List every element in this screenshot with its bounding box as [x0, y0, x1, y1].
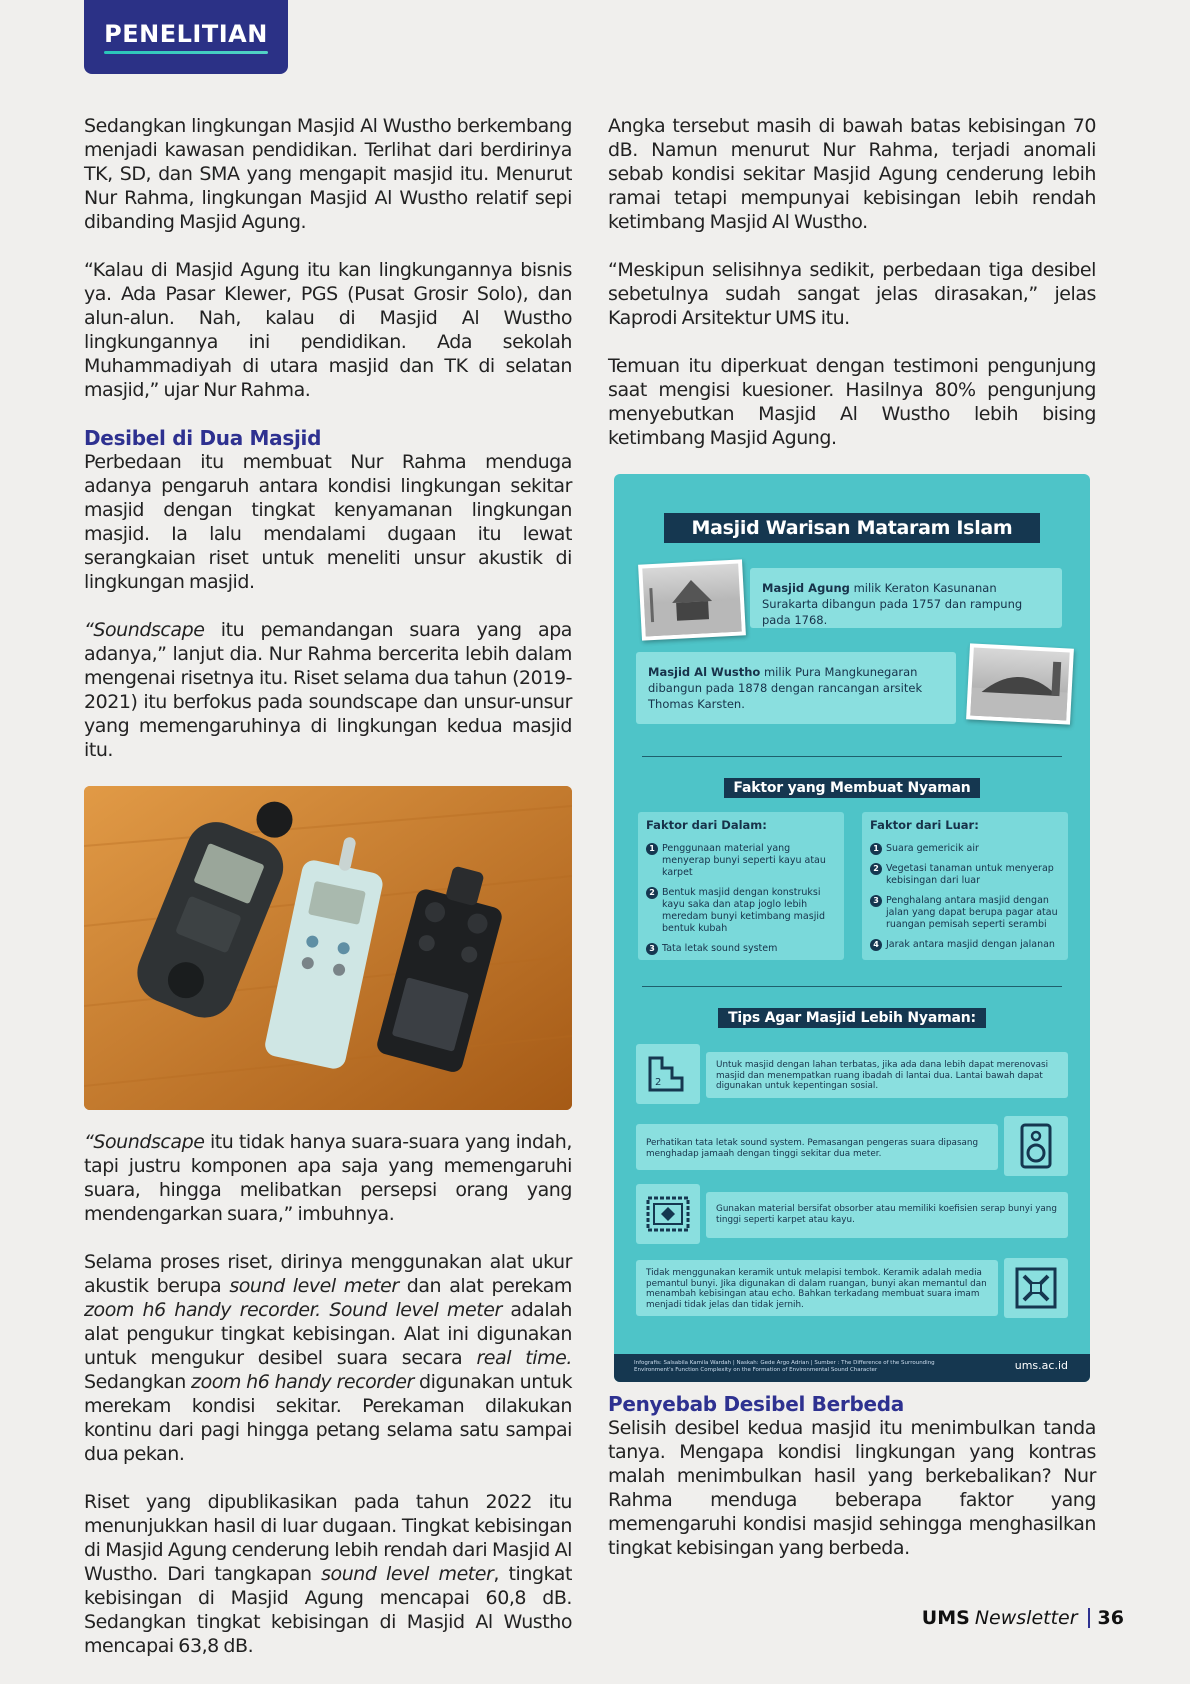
divider [642, 986, 1062, 987]
tip-card: Tidak menggunakan keramik untuk melapisi tembok. Keramik adalah media pemantul bunyi. Jika digunakan di dalam ruangan, bunyi akan memantul dan menambah kebisingan atau echo. Bahkan terkadang membuat suara imam menjadi tidak jelas dan tidak jernih. [636, 1260, 998, 1316]
tip-card: Perhatikan tata letak sound system. Pemasangan pengeras suara dipasang menghadap jamaah dengan tinggi sekitar dua meter. [636, 1124, 998, 1170]
number-badge: 3 [646, 943, 658, 955]
emphasis: sound level meter [321, 1563, 494, 1585]
paragraph [84, 1250, 572, 1466]
infographic-title: Masjid Warisan Mataram Islam [664, 513, 1040, 543]
subheading: Penyebab Desibel Berbeda [608, 1392, 904, 1416]
divider [642, 756, 1062, 757]
newsletter-label: Newsletter [974, 1607, 1078, 1629]
photo-placeholder [970, 648, 1069, 721]
text: adalah alat pengukur tingkat kebisingan. Alat ini digunakan untuk mengukur desibel suara secara [84, 1299, 572, 1369]
carpet-icon [636, 1184, 700, 1244]
list-item [646, 843, 836, 879]
text: milik Keraton Kasunanan Surakarta dibangun pada 1757 dan rampung pada 1768. [762, 581, 1023, 627]
paragraph: Perbedaan itu membuat Nur Rahma menduga adanya pengaruh antara kondisi lingkungan sekitar masjid dengan tingkat kenyamanan lingkungan masjid. Ia lalu mendalami dugaan itu lewat serangkaian riset untuk meneliti unsur akustik di lingkungan masjid. [84, 451, 572, 593]
credit-text: Infografis: Salsabila Kamila Wardah | Naskah: Gede Argo Adrian | Sumber : The Difference of the Surrounding Environment's Function Complexity on the Formation of Environmental Sound Character [634, 1360, 935, 1373]
text: Jarak antara masjid dengan jalanan [886, 939, 1055, 950]
paragraph: Sedangkan lingkungan Masjid Al Wustho berkembang menjadi kawasan pendidikan. Terlihat dari berdirinya TK, SD, dan SMA yang mengapit masjid itu. Menurut Nur Rahma, lingkungan Masjid Al Wustho relatif sepi dibanding Masjid Agung. [84, 115, 572, 233]
site-label: ums.ac.id [1014, 1359, 1068, 1372]
text: Penggunaan material yang menyerap bunyi seperti kayu atau karpet [662, 843, 826, 878]
text: Vegetasi tanaman untuk menyerap kebisingan dari luar [886, 863, 1054, 886]
emphasis: real time. [476, 1347, 572, 1369]
faktor-dalam-title: Faktor dari Dalam: [646, 818, 767, 832]
devices-photo [84, 786, 572, 1110]
name: Masjid Agung [762, 581, 850, 595]
name: Masjid Al Wustho [648, 665, 761, 679]
faktor-dalam-box [638, 812, 844, 960]
list-item [870, 863, 1060, 887]
number-badge: 4 [870, 939, 882, 951]
number-badge: 3 [870, 895, 882, 907]
infographic-footer [614, 1354, 1090, 1382]
page-footer [922, 1607, 1124, 1629]
right-column [608, 114, 1096, 1584]
paragraph [84, 1490, 572, 1658]
text: Selama proses riset, dirinya menggunakan alat ukur akustik berupa [84, 1251, 572, 1297]
paragraph [84, 618, 572, 762]
photo-placeholder [642, 564, 741, 637]
section-underline [104, 51, 268, 54]
section-title: PENELITIAN [104, 20, 268, 48]
faktor-luar-title: Faktor dari Luar: [870, 818, 979, 832]
paragraph: “Kalau di Masjid Agung itu kan lingkungannya bisnis ya. Ada Pasar Klewer, PGS (Pusat Grosir Solo), dan alun-alun. Nah, kalau di Masjid Al Wustho lingkungannya ini pendidikan. Ada sekolah Muhammadiyah di utara masjid dan TK di selatan masjid,” ujar Nur Rahma. [84, 259, 572, 401]
number-badge: 2 [646, 887, 658, 899]
list-item [870, 895, 1060, 931]
tip-card: Untuk masjid dengan lahan terbatas, jika ada dana lebih dapat merenovasi masjid dan menempatkan ruang ibadah di lantai dua. Lantai bawah dapat digunakan untuk kepentingan sosial. [706, 1052, 1068, 1098]
text: Tata letak sound system [662, 943, 778, 954]
paragraph: “Meskipun selisihnya sedikit, perbedaan tiga desibel sebetulnya sudah sangat jelas dirasakan,” jelas Kaprodi Arsitektur UMS itu. [608, 259, 1096, 329]
list-item [646, 887, 836, 935]
faktor-luar-box [862, 812, 1068, 960]
text: itu tidak hanya suara-suara yang indah, tapi justru komponen apa saja yang memengaruhi suara, hingga melibatkan persepsi orang yang mendengarkan suara,” imbuhnya. [84, 1131, 572, 1225]
number-badge: 2 [870, 863, 882, 875]
list-item [870, 939, 1060, 951]
text: Riset yang dipublikasikan pada tahun 2022 itu menunjukkan hasil di luar dugaan. Tingkat kebisingan di Masjid Agung cenderung lebih rendah dari Masjid Al Wustho. Dari tangkapan [84, 1491, 572, 1585]
emphasis: sound level meter [229, 1275, 399, 1297]
list-item [646, 943, 836, 955]
list-item [870, 843, 1060, 855]
masjid-agung-photo [638, 559, 746, 640]
paragraph: Angka tersebut masih di bawah batas kebisingan 70 dB. Namun menurut Nur Rahma, terjadi anomali sebab kondisi sekitar Masjid Agung cenderung lebih ramai tetapi mempunyai kebisingan lebih rendah ketimbang Masjid Al Wustho. [608, 115, 1096, 233]
paragraph: Selisih desibel kedua masjid itu menimbulkan tanda tanya. Mengapa kondisi lingkungan yang kontras malah menimbulkan hasil yang berkebalikan? Nur Rahma menduga beberapa faktor yang memengaruhi kondisi masjid sehingga menghasilkan tingkat kebisingan yang berbeda. [608, 1417, 1096, 1559]
text: Sedangkan [84, 1371, 192, 1393]
emphasis: “Soundscape [84, 619, 205, 641]
text: digunakan untuk merekam kondisi sekitar. Perekaman dilakukan kontinu dari pagi hingga petang selama satu sampai dua pekan. [84, 1371, 572, 1465]
text: Penghalang antara masjid dengan jalan yang dapat berupa pagar atau ruangan pemisah seperti serambi [886, 895, 1058, 930]
paragraph [84, 1130, 572, 1226]
svg-text:2: 2 [655, 1077, 662, 1088]
tile-icon [1004, 1258, 1068, 1318]
emphasis: “Soundscape [84, 1131, 205, 1153]
masjid-wustho-card [636, 652, 956, 724]
masjid-agung-card [750, 568, 1062, 628]
text: , tingkat kebisingan di Masjid Agung mencapai 60,8 dB. Sedangkan tingkat kebisingan di Masjid Al Wustho mencapai 63,8 dB. [84, 1563, 572, 1657]
tips-title: Tips Agar Masjid Lebih Nyaman: [718, 1008, 986, 1028]
emphasis: zoom h6 handy recorder. Sound level meter [84, 1299, 502, 1321]
text: Suara gemericik air [886, 843, 979, 854]
stairs-icon [636, 1044, 700, 1104]
subheading: Desibel di Dua Masjid [84, 426, 322, 450]
emphasis: zoom h6 handy recorder [191, 1371, 414, 1393]
number-badge: 1 [870, 843, 882, 855]
text: dan alat perekam [398, 1275, 572, 1297]
infographic [614, 474, 1090, 1382]
page-number: 36 [1097, 1607, 1124, 1629]
section-tab [84, 0, 288, 74]
brand: UMS [921, 1607, 970, 1629]
left-column [84, 114, 572, 1682]
footer-separator [1088, 1608, 1090, 1628]
faktor-title: Faktor yang Membuat Nyaman [724, 778, 980, 798]
number-badge: 1 [646, 843, 658, 855]
speaker-icon [1004, 1116, 1068, 1176]
text: milik Pura Mangkunegaran dibangun pada 1878 dengan rancangan arsitek Thomas Karsten. [648, 665, 923, 711]
text: Bentuk masjid dengan konstruksi kayu saka dan atap joglo lebih meredam bunyi ketimbang masjid bentuk kubah [662, 887, 826, 934]
tip-card: Gunakan material bersifat obsorber atau memiliki koefisien serap bunyi yang tinggi seperti karpet atau kayu. [706, 1192, 1068, 1238]
masjid-wustho-photo [966, 643, 1074, 724]
paragraph: Temuan itu diperkuat dengan testimoni pengunjung saat mengisi kuesioner. Hasilnya 80% pengunjung menyebutkan Masjid Al Wustho lebih bising ketimbang Masjid Agung. [608, 355, 1096, 449]
text: itu pemandangan suara yang apa adanya,” lanjut dia. Nur Rahma bercerita lebih dalam mengenai risetnya itu. Riset selama dua tahun (2019-2021) itu berfokus pada soundscape dan unsur-unsur yang memengaruhinya di lingkungan kedua masjid itu. [84, 619, 572, 761]
